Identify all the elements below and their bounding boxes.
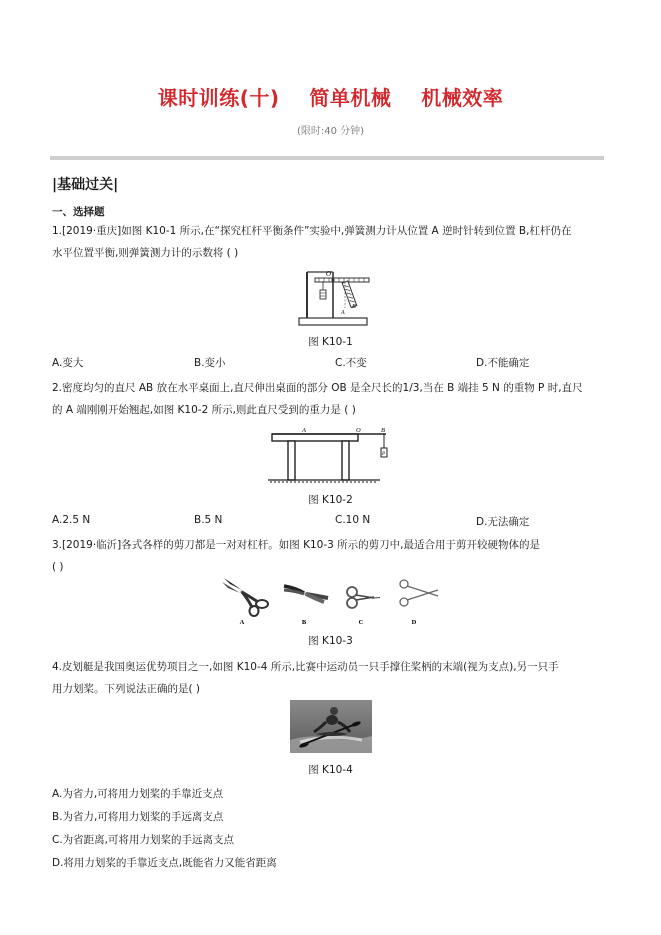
header-divider [50,156,604,160]
figure-k10-3-scissors [218,576,442,626]
figure-k10-3-caption: 图 K10-3 [308,635,353,647]
question-1 [52,220,612,264]
figure-k10-1-lever [293,266,373,328]
question-1-option-c[interactable]: C.不变 [335,357,367,369]
figure-k10-1-label-o: O [326,270,332,278]
figure-k10-3-label-a: A [239,619,245,626]
figure-k10-3-label-d: D [411,619,417,626]
question-2-option-c[interactable]: C.10 N [335,514,371,526]
question-4-options [52,783,277,875]
section-title: |基础过关| [52,177,119,193]
question-2-options [52,514,612,530]
question-4-option-c[interactable]: C.为省距离,可将用力划桨的手远离支点 [52,834,235,846]
scissors-d-icon [400,580,438,606]
figure-k10-3-label-c: C [358,619,364,626]
figure-k10-2-caption: 图 K10-2 [308,494,353,506]
question-2-line-1: 2.密度均匀的直尺 AB 放在水平桌面上,直尺伸出桌面的部分 OB 是全尺长的1/3,当在 B 端挂 5 N 的重物 P 时,直尺 [52,382,583,394]
question-4 [52,656,612,700]
scissors-c-icon [347,587,380,608]
question-4-option-a[interactable]: A.为省力,可将用力划桨的手靠近支点 [52,788,224,800]
question-1-option-a[interactable]: A.变大 [52,357,84,369]
question-1-option-b[interactable]: B.变小 [194,357,226,369]
question-3-line-1: 3.[2019·临沂]各式各样的剪刀都是一对对杠杆。如图 K10-3 所示的剪刀中,最适合用于剪开较硬物体的是 [52,539,540,551]
question-2-option-b[interactable]: B.5 N [194,514,223,526]
section-subheading: 一、选择题 [52,206,105,218]
figure-k10-2-label-o: O [356,427,361,434]
figure-k10-2-label-p: P [382,452,386,457]
question-1-option-d[interactable]: D.不能确定 [476,357,530,369]
question-2-option-d[interactable]: D.无法确定 [476,516,530,528]
scissors-a-icon [222,578,268,616]
question-1-line-2: 水平位置平衡,则弹簧测力计的示数将 ( ) [52,247,239,259]
question-3 [52,534,612,578]
question-2 [52,377,612,421]
figure-k10-4-kayak-photo [290,700,372,753]
question-4-line-1: 4.皮划艇是我国奥运优势项目之一,如图 K10-4 所示,比赛中运动员一只手撑住桨柄的末端(视为支点),另一只手 [52,661,559,673]
question-2-line-2: 的 A 端刚刚开始翘起,如图 K10-2 所示,则此直尺受到的重力是 ( ) [52,404,356,416]
figure-k10-1-label-b: B [352,304,356,310]
figure-k10-1-label-a: A [341,310,345,316]
figure-k10-2-label-b: B [381,427,385,434]
question-1-line-1: 1.[2019·重庆]如图 K10-1 所示,在“探究杠杆平衡条件”实验中,弹簧测力计从位置 A 逆时针转到位置 B,杠杆仍在 [52,225,572,237]
question-3-line-2: ( ) [52,561,64,573]
scissors-b-icon [284,586,328,602]
question-2-option-a[interactable]: A.2.5 N [52,514,91,526]
time-limit: (限时:40 分钟) [296,126,365,137]
figure-k10-3-label-b: B [301,619,307,626]
question-4-line-2: 用力划桨。下列说法正确的是( ) [52,683,201,695]
question-4-option-b[interactable]: B.为省力,可将用力划桨的手远离支点 [52,811,224,823]
figure-k10-2-ruler-on-table [268,424,392,486]
question-4-option-d[interactable]: D.将用力划桨的手靠近支点,既能省力又能省距离 [52,857,277,869]
figure-k10-1-caption: 图 K10-1 [308,336,353,348]
figure-k10-4-caption: 图 K10-4 [308,764,353,776]
question-1-options [52,355,612,371]
figure-k10-2-label-a: A [302,427,306,434]
page-title: 课时训练(十) 简单机械 机械效率 [157,86,504,110]
